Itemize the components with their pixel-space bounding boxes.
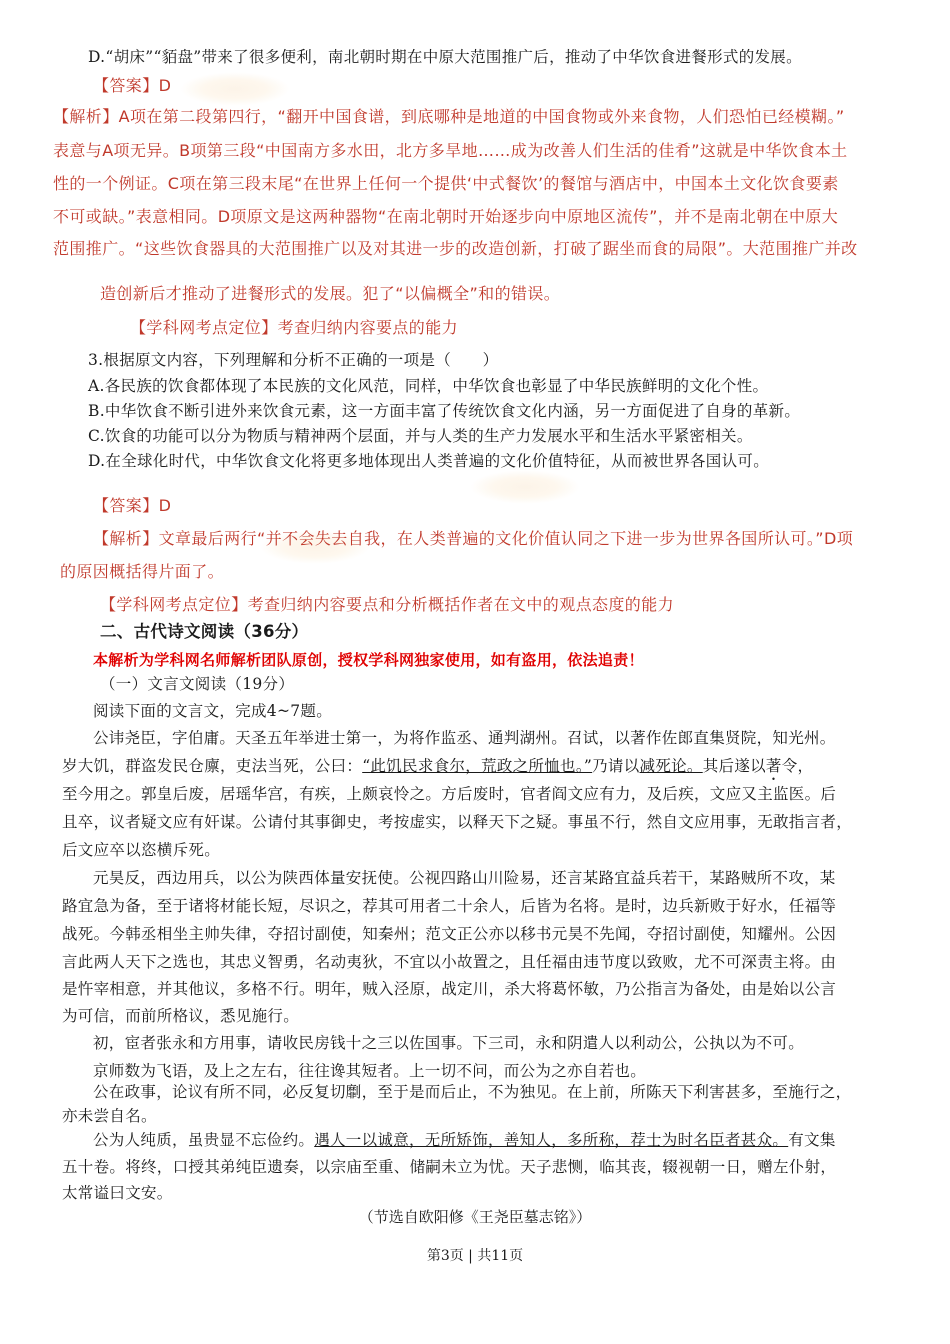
- analysis-text: A项在第二段第四行，“翻开中国食谱，到底哪种是地道的中国食物或外来食物，人们恐怕已经模糊。”: [118, 107, 845, 126]
- q3-analysis-line: 的原因概括得片面了。: [60, 562, 225, 581]
- passage-line: 初，宦者张永和方用事，请收民房钱十之三以佐国事。下三司，永和阴遣人以利动公，公执以为不可。: [93, 1034, 805, 1052]
- q3-stem: 3.根据原文内容，下列理解和分析不正确的一项是（ ）: [88, 351, 499, 369]
- answer-tag: 【答案】: [93, 76, 159, 95]
- kp-text: 考查归纳内容要点和分析概括作者在文中的观点态度的能力: [247, 595, 675, 614]
- passage-line: 后文应卒以恣横斥死。: [62, 841, 221, 859]
- q3-knowledge-point: [100, 595, 674, 615]
- passage-line: 京师数为飞语，及上之左右，往往谗其短者。上一切不问，而公为之亦自若也。: [93, 1062, 647, 1080]
- passage-line: 言此两人天下之选也，其忠义智勇，名动夷狄，不宜以小故置之，且任福由违节度以致败，尤不可深责主将。由: [62, 953, 837, 971]
- passage-text: 令，: [781, 757, 814, 775]
- passage-line: 公在政事，论议有所不同，必反复切劘，至于是而后止，不为独见。在上前，所陈天下利害甚多，至施行之，: [93, 1083, 852, 1101]
- q2-analysis-line: 范围推广。“这些饮食器具的大范围推广以及对其进一步的改造创新，打破了踞坐而食的局限”。大范围推广并改: [53, 239, 858, 258]
- underlined-sentence: 减死论。: [639, 757, 703, 775]
- passage-text: 公为人纯质，虽贵显不忘俭约。: [93, 1131, 315, 1149]
- q2-analysis-line: [53, 107, 845, 127]
- q3-option: D.在全球化时代，中华饮食文化将更多地体现出人类普遍的文化价值特征，从而被世界各国认可。: [88, 452, 770, 470]
- analysis-tag: 【解析】: [93, 529, 159, 548]
- answer-tag: 【答案】: [93, 496, 159, 515]
- watermark-logo: [470, 470, 580, 504]
- q2-analysis-line: 造创新后才推动了进餐形式的发展。犯了“以偏概全”和的错误。: [100, 284, 561, 303]
- q3-analysis-line: [93, 529, 853, 549]
- q2-analysis-line: 不可或缺。”表意相同。D项原文是这两种器物“在南北朝时开始逐步向中原地区流传”，并不是南北朝在中原大: [53, 207, 839, 226]
- section-title: 二、古代诗文阅读（36分）: [100, 622, 309, 641]
- passage-source: （节选自欧阳修《王尧臣墓志铭》）: [358, 1208, 592, 1226]
- underlined-sentence: “此饥民求食尔，荒政之所恤也。”: [362, 757, 593, 775]
- passage-line: 且卒，议者疑文应有奸谋。公请付其事御史，考按虚实，以释天下之疑。事虽不行，然自文应用事，无敢指言者，: [62, 813, 853, 831]
- analysis-tag: 【解析】: [53, 107, 119, 126]
- passage-line: 至今用之。郭皇后废，居瑶华宫，有疾，上颇哀怜之。方后废时，官者阎文应有力，及后疾，文应又主监医。后: [62, 785, 837, 803]
- answer-value: D: [158, 496, 172, 515]
- passage-text: 乃请以: [592, 757, 640, 775]
- passage-text: 其后遂以: [702, 757, 766, 775]
- passage-line: 亦未尝自名。: [62, 1107, 157, 1125]
- analysis-text: 文章最后两行“并不会失去自我，在人类普遍的文化价值认同之下进一步为世界各国所认可。”D项: [158, 529, 854, 548]
- q3-option: C.饮食的功能可以分为物质与精神两个层面，并与人类的生产力发展水平和生活水平紧密相关。: [88, 427, 753, 445]
- kp-tag: 【学科网考点定位】: [100, 595, 248, 614]
- passage-line: [62, 756, 813, 784]
- watermark-logo: [180, 72, 290, 106]
- passage-line: 路宜急为备，至于诸将材能长短，尽识之，荐其可用者二十余人，后皆为名将。是时，边兵新败于好水，任福等: [62, 897, 837, 915]
- q2-knowledge-point: [130, 318, 458, 338]
- instruction: 阅读下面的文言文，完成4~7题。: [93, 702, 333, 720]
- q3-answer: [93, 496, 171, 516]
- passage-line: [93, 1130, 836, 1150]
- q2-analysis-line: 表意与A项无异。B项第三段“中国南方多水田，北方多旱地……成为改善人们生活的佳肴”这就是中华饮食本土: [53, 141, 848, 160]
- passage-line: 五十卷。将终，口授其弟纯臣遗奏，以宗庙至重、储嗣未立为忧。天子悲恻，临其丧，辍视朝一日，赠左仆射，: [62, 1158, 837, 1176]
- sub-section-title: （一）文言文阅读（19分）: [100, 675, 295, 693]
- kp-text: 考查归纳内容要点的能力: [277, 318, 459, 337]
- passage-line: 公讳尧臣，字伯庸。天圣五年举进士第一，为将作监丞、通判湖州。召试，以著作佐郎直集贤院，知光州。: [93, 729, 836, 747]
- underlined-sentence: 遇人一以诚意，无所矫饰，善知人，多所称，荐士为时名臣者甚众。: [314, 1131, 789, 1149]
- answer-value: D: [158, 76, 172, 95]
- copyright-notice: 本解析为学科网名师解析团队原创，授权学科网独家使用，如有盗用，依法追责！: [93, 651, 644, 669]
- passage-line: 为可信，而前所格议，悉见施行。: [62, 1007, 300, 1025]
- passage-text: 岁大饥，群盗发民仓廪，吏法当死，公曰：: [62, 757, 363, 775]
- passage-line: 太常谥曰文安。: [62, 1184, 173, 1202]
- q3-option: A.各民族的饮食都体现了本民族的文化风范，同样，中华饮食也彰显了中华民族鲜明的文化个性。: [88, 377, 769, 395]
- passage-line: 战死。今韩丞相坐主帅失律，夺招讨副使，知秦州；范文正公亦以移书元昊不先闻，夺招讨副使，知耀州。公因: [62, 925, 837, 943]
- page-footer: 第3页 | 共11页: [426, 1248, 524, 1264]
- passage-line: 是忤宰相意，并其他议，多格不行。明年，贼入泾原，战定川，杀大将葛怀敏，乃公指言为备处，由是始以公言: [62, 980, 837, 998]
- passage-text: 有文集: [788, 1131, 836, 1149]
- passage-line: 元昊反，西边用兵，以公为陕西体量安抚使。公视四路山川险易，还言某路宜益兵若干，某路贼所不攻，某: [93, 869, 836, 887]
- kp-tag: 【学科网考点定位】: [130, 318, 278, 337]
- emphasized-word: 著: [765, 757, 782, 775]
- q3-option: B.中华饮食不断引进外来饮食元素，这一方面丰富了传统饮食文化内涵，另一方面促进了自身的革新。: [88, 402, 801, 420]
- q2-analysis-line: 性的一个例证。C项在第三段末尾“在世界上任何一个提供‘中式餐饮’的餐馆与酒店中，中国本土文化饮食要素: [53, 174, 839, 193]
- q2-answer: [93, 76, 171, 96]
- q2-option-d: D.“胡床”“貊盘”带来了很多便利，南北朝时期在中原大范围推广后，推动了中华饮食进餐形式的发展。: [88, 48, 802, 66]
